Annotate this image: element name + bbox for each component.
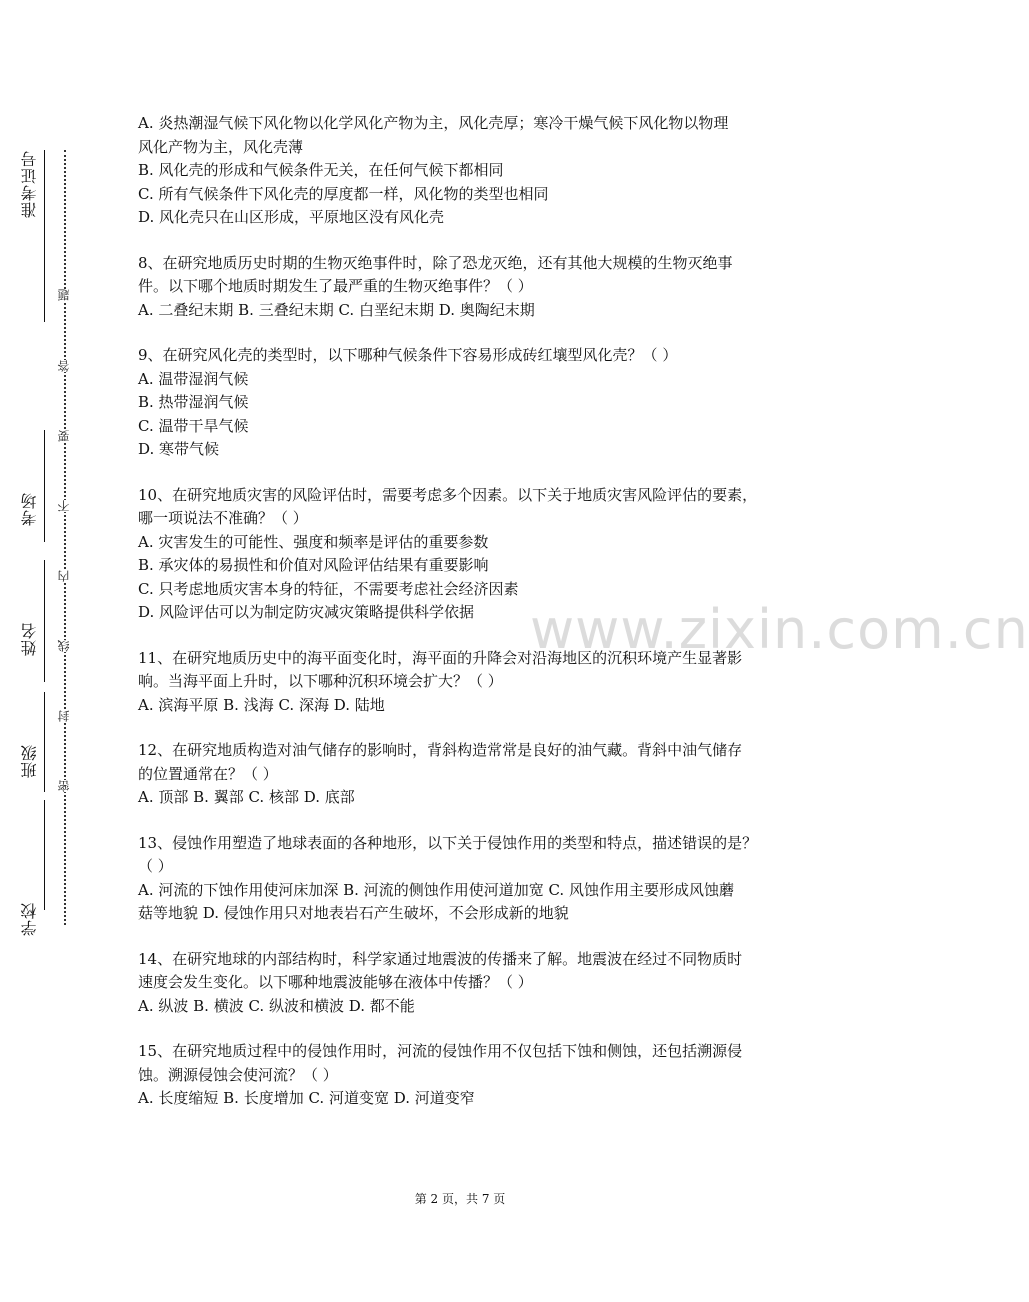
question-13	[138, 832, 786, 926]
option-line: D. 风险评估可以为制定防灾减灾策略提供科学依据	[138, 603, 475, 621]
binding-strip	[0, 0, 120, 1302]
page-footer: 第 2 页，共 7 页	[414, 1192, 506, 1206]
question-stem: 件。以下哪个地质时期发生了最严重的生物灭绝事件？（ ）	[138, 277, 533, 295]
seal-word: 题	[57, 289, 71, 301]
question-stem: 8、在研究地质历史时期的生物灭绝事件时，除了恐龙灭绝，还有其他大规模的生物灭绝事	[138, 253, 733, 272]
name-line	[44, 560, 45, 682]
question-stem: 哪一项说法不准确？（ ）	[138, 509, 308, 527]
option-line: B. 风化壳的形成和气候条件无关，在任何气候下都相同	[138, 161, 504, 179]
option-line: B. 热带湿润气候	[138, 393, 249, 411]
question-15	[138, 1040, 786, 1111]
class-field[interactable]	[16, 692, 44, 792]
option-line: C. 温带干旱气候	[138, 416, 249, 435]
question-stem: 9、在研究风化壳的类型时，以下哪种气候条件下容易形成砖红壤型风化壳？（ ）	[138, 346, 678, 364]
class-label: 班级	[20, 744, 39, 778]
option-line: C. 所有气候条件下风化壳的厚度都一样，风化物的类型也相同	[138, 184, 549, 203]
question-stem: 的位置通常在？（ ）	[138, 764, 278, 783]
question-stem: 响。当海平面上升时，以下哪种沉积环境会扩大？（ ）	[138, 672, 503, 690]
option-line: A. 二叠纪末期 B. 三叠纪末期 C. 白垩纪末期 D. 奥陶纪末期	[138, 300, 535, 319]
question-stem: 速度会发生变化。以下哪种地震波能够在液体中传播？（ ）	[138, 973, 533, 991]
option-line: A. 灾害发生的可能性、强度和频率是评估的重要参数	[138, 532, 489, 551]
question-14	[138, 948, 786, 1019]
school-label: 学校	[20, 902, 39, 936]
question-10	[138, 484, 786, 625]
exam-number-field[interactable]	[16, 150, 44, 422]
option-line: D. 风化壳只在山区形成，平原地区没有风化壳	[138, 208, 445, 226]
option-line: A. 温带湿润气候	[138, 369, 249, 388]
option-line: A. 河流的下蚀作用使河床加深 B. 河流的侧蚀作用使河道加宽 C. 风蚀作用主要形成风蚀蘑	[138, 880, 734, 899]
exam-room-line	[44, 430, 45, 542]
question-stem: （ ）	[138, 857, 173, 875]
option-line: A. 纵波 B. 横波 C. 纵波和横波 D. 都不能	[138, 996, 415, 1015]
question-7-options	[138, 112, 786, 230]
question-8	[138, 252, 786, 323]
exam-number-line	[44, 150, 45, 322]
option-line: A. 滨海平原 B. 浅海 C. 深海 D. 陆地	[138, 695, 385, 714]
option-line: 风化产物为主，风化壳薄	[138, 137, 304, 156]
seal-word: 要	[57, 430, 71, 442]
seal-word: 封	[57, 710, 71, 722]
option-line: A. 顶部 B. 翼部 C. 核部 D. 底部	[138, 788, 355, 806]
question-list	[138, 112, 786, 1133]
exam-room-field[interactable]	[16, 430, 44, 542]
option-line: A. 炎热潮湿气候下风化物以化学风化产物为主，风化壳厚；寒冷干燥气候下风化物以物理	[138, 114, 729, 132]
option-line: A. 长度缩短 B. 长度增加 C. 河道变宽 D. 河道变窄	[138, 1089, 475, 1107]
name-label: 姓名	[20, 622, 39, 656]
seal-word: 答	[57, 360, 71, 372]
seal-word: 线	[57, 640, 71, 652]
question-stem: 10、在研究地质灾害的风险评估时，需要考虑多个因素。以下关于地质灾害风险评估的要素，	[138, 485, 758, 504]
school-line	[44, 800, 45, 910]
exam-number-label: 准考证号	[20, 150, 39, 218]
question-stem: 13、侵蚀作用塑造了地球表面的各种地形，以下关于侵蚀作用的类型和特点，描述错误的是？	[138, 833, 758, 852]
option-line: C. 只考虑地质灾害本身的特征，不需要考虑社会经济因素	[138, 579, 519, 598]
question-stem: 蚀。溯源侵蚀会使河流？（ ）	[138, 1065, 338, 1084]
option-line: D. 寒带气候	[138, 440, 220, 458]
question-stem: 14、在研究地球的内部结构时，科学家通过地震波的传播来了解。地震波在经过不同物质时	[138, 949, 743, 968]
option-line: B. 承灾体的易损性和价值对风险评估结果有重要影响	[138, 556, 489, 574]
question-11	[138, 647, 786, 718]
option-line: 菇等地貌 D. 侵蚀作用只对地表岩石产生破坏，不会形成新的地貌	[138, 904, 569, 922]
question-9	[138, 344, 786, 462]
watermark: www.zixin.com.cn	[530, 598, 1029, 661]
question-stem: 11、在研究地质历史中的海平面变化时，海平面的升降会对沿海地区的沉积环境产生显著影	[138, 648, 743, 667]
seal-dotted-line	[64, 150, 66, 925]
question-stem: 15、在研究地质过程中的侵蚀作用时，河流的侵蚀作用不仅包括下蚀和侧蚀，还包括溯源侵	[138, 1042, 743, 1060]
seal-word: 密	[57, 780, 71, 792]
question-stem: 12、在研究地质构造对油气储存的影响时，背斜构造常常是良好的油气藏。背斜中油气储存	[138, 741, 743, 759]
name-field[interactable]	[16, 560, 44, 682]
seal-word: 不	[57, 500, 71, 512]
question-12	[138, 739, 786, 810]
exam-room-label: 考场	[20, 492, 39, 526]
class-line	[44, 692, 45, 792]
seal-word: 内	[57, 570, 71, 582]
school-field[interactable]	[16, 800, 44, 950]
